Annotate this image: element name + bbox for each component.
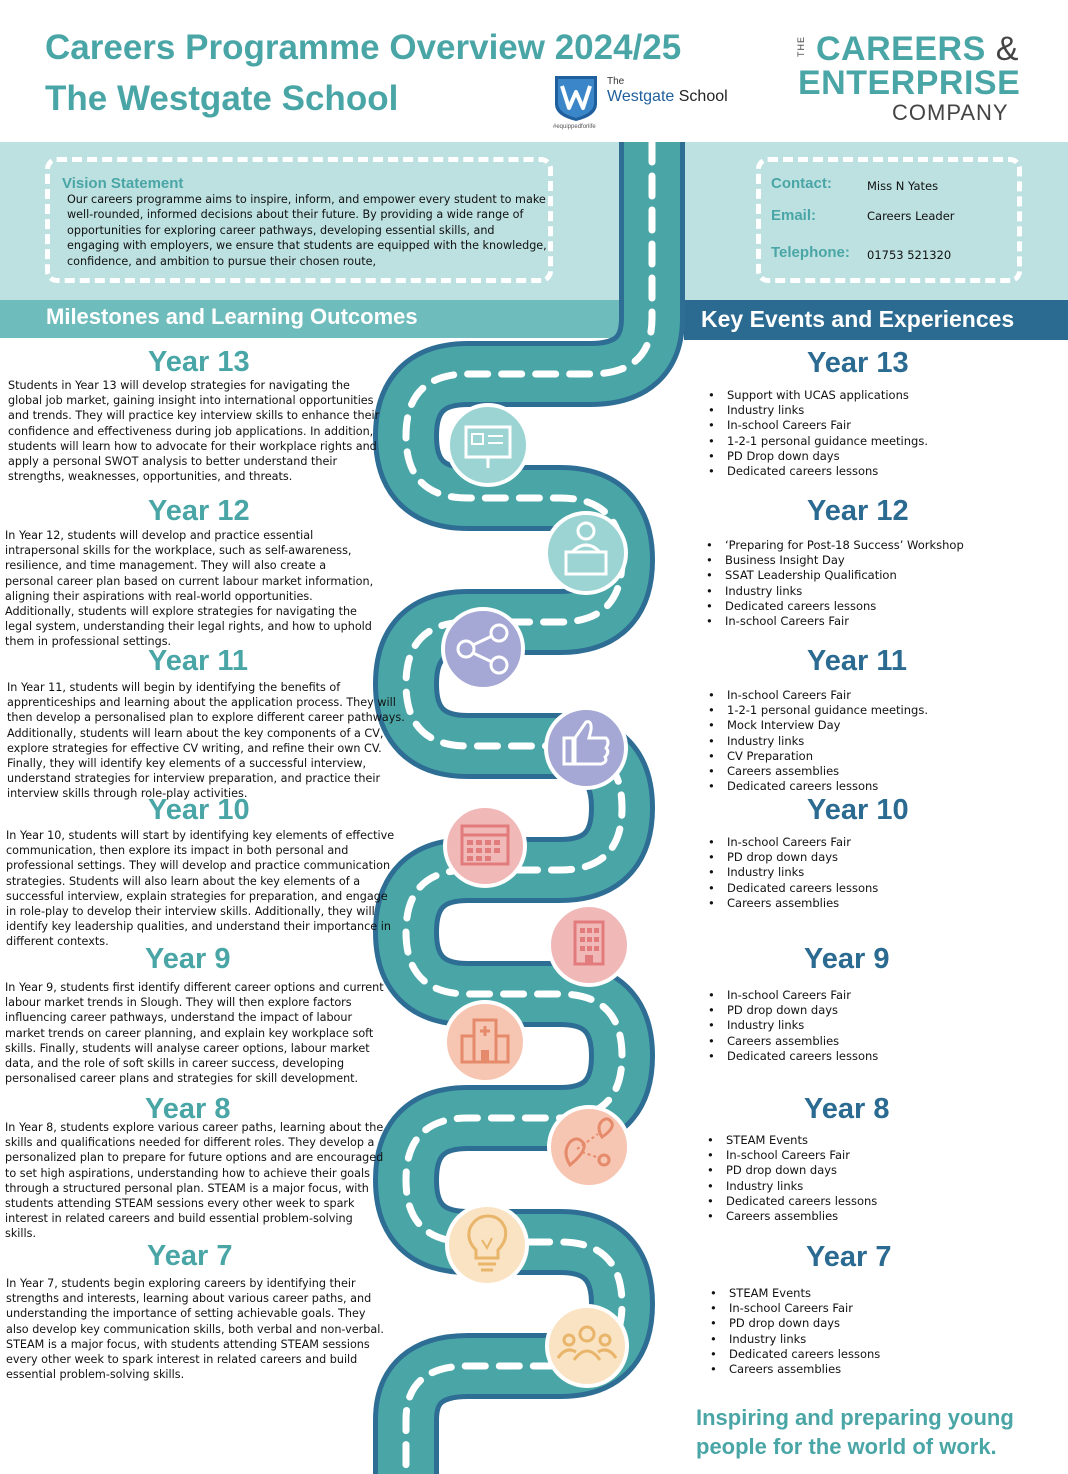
- milestone-year-13-text: Students in Year 13 will develop strategies for navigating the global job market, gaining insight into international opportunities and trends. They will practice key interview skills to enhance their confidence and effectiveness during job applications. In addition, students will learn how to advocate for their workplace rights and apply a personal SWOT analysis to better understand their strengths, weaknesses, opportunities, and threats.: [8, 379, 380, 484]
- list-item: • PD drop down days: [707, 1163, 877, 1178]
- telephone-value: 01753 521320: [867, 248, 952, 262]
- events-year-10-list: [708, 835, 878, 911]
- location-route-icon: [549, 1107, 629, 1187]
- list-item: • STEAM Events: [707, 1133, 877, 1148]
- list-item: • Dedicated careers lessons: [710, 1347, 880, 1362]
- logo-school-name: Westgate School: [607, 88, 728, 105]
- list-item: • Industry links: [708, 865, 878, 880]
- list-item: • Mock Interview Day: [708, 718, 928, 733]
- list-item: • In-school Careers Fair: [708, 835, 878, 850]
- milestone-year-11-heading: Year 11: [148, 645, 248, 677]
- list-item: • Support with UCAS applications: [708, 388, 928, 403]
- milestone-year-7-heading: Year 7: [147, 1240, 233, 1272]
- list-item: • Dedicated careers lessons: [707, 1194, 877, 1209]
- list-item: • PD drop down days: [708, 1003, 878, 1018]
- footer-tagline: Inspiring and preparing young people for the world of work.: [696, 1405, 1014, 1459]
- cec-enterprise-text: ENTERPRISE: [798, 64, 1021, 102]
- share-network-icon: [443, 609, 523, 689]
- list-item: • Dedicated careers lessons: [708, 1049, 878, 1064]
- list-item: • Industry links: [708, 1018, 878, 1033]
- list-item: • In-school Careers Fair: [708, 688, 928, 703]
- telephone-label: Telephone:: [771, 244, 850, 261]
- list-item: • Industry links: [707, 1179, 877, 1194]
- milestone-year-11-text: In Year 11, students will begin by identifying the benefits of apprenticeships and learning about the application process. They will then develop a personalised plan to explore different career pathways. Additionally, students will learn about the key components of a CV, explore strategies for effective CV writing, and refine their own CV. Finally, they will identify key elements of a successful interview, understand strategies for interview preparation, and practice their interview skills through role-play activities.: [7, 681, 405, 801]
- milestones-heading: Milestones and Learning Outcomes: [46, 304, 418, 329]
- lightbulb-icon: [447, 1205, 527, 1285]
- events-year-8-heading: Year 8: [804, 1093, 890, 1125]
- shield-logo-icon: [553, 74, 599, 122]
- email-value: Careers Leader: [867, 209, 955, 223]
- speaker-podium-icon: [546, 513, 626, 593]
- logo-hashtag: #equippedforlife: [553, 124, 596, 130]
- vision-text: Our careers programme aims to inspire, inform, and empower every student to make well-rounded, informed decisions about their future. By providing a wide range of opportunities for exploring career pathways, developing essential skills, and engaging with employers, we ensure that students are equipped with the knowledge, confidence, and ambition to pursue their chosen route,: [67, 193, 547, 268]
- list-item: • PD drop down days: [708, 850, 878, 865]
- list-item: • Industry links: [710, 1332, 880, 1347]
- list-item: • 1-2-1 personal guidance meetings.: [708, 434, 928, 449]
- list-item: • Careers assemblies: [708, 1034, 878, 1049]
- milestone-year-9-heading: Year 9: [145, 943, 231, 975]
- list-item: • Dedicated careers lessons: [708, 779, 928, 794]
- events-year-12-list: [706, 538, 964, 629]
- list-item: • Business Insight Day: [706, 553, 964, 568]
- list-item: • SSAT Leadership Qualification: [706, 568, 964, 583]
- list-item: • Careers assemblies: [710, 1362, 880, 1377]
- hospital-building-icon: [445, 1002, 525, 1082]
- vision-heading: Vision Statement: [62, 175, 184, 192]
- milestone-year-8-heading: Year 8: [145, 1093, 231, 1125]
- list-item: • Careers assemblies: [707, 1209, 877, 1224]
- list-item: • Careers assemblies: [708, 764, 928, 779]
- events-year-9-heading: Year 9: [804, 943, 890, 975]
- milestone-year-13-heading: Year 13: [148, 346, 250, 378]
- milestone-year-8-text: In Year 8, students explore various career paths, learning about the skills and qualifications needed for different roles. They develop a personalized plan to prepare for future options and are encouraged to set high aspirations, understanding how to achieve their goals through a structured personal plan. STEAM is a major focus, with students attending STEAM sessions every other week to spark interest in related careers and build essential problem-solving skills.: [5, 1121, 384, 1241]
- events-year-8-list: [707, 1133, 877, 1224]
- list-item: • ‘Preparing for Post-18 Success’ Workshop: [706, 538, 964, 553]
- list-item: • STEAM Events: [710, 1286, 880, 1301]
- office-building-icon: [549, 905, 629, 985]
- milestone-year-12-text: In Year 12, students will develop and practice essential intrapersonal skills for the workplace, such as self-awareness, resilience, and time management. They will also create a personal career plan based on current labour market information, aligning their aspirations with real-world opportunities. Additionally, students will explore strategies for navigating the legal system, understanding their legal rights, and how to uphold them in professional settings.: [5, 529, 374, 649]
- list-item: • Dedicated careers lessons: [708, 464, 928, 479]
- events-year-11-list: [708, 688, 928, 794]
- careers-enterprise-company-logo: [796, 30, 1021, 125]
- page-title: Careers Programme Overview 2024/25: [45, 28, 682, 67]
- list-item: • Dedicated careers lessons: [708, 881, 878, 896]
- list-item: • Industry links: [708, 734, 928, 749]
- westgate-school-logo: [553, 74, 743, 136]
- list-item: • CV Preparation: [708, 749, 928, 764]
- group-people-icon: [547, 1306, 627, 1386]
- thumbs-up-icon: [546, 708, 626, 788]
- list-item: • In-school Careers Fair: [706, 614, 964, 629]
- contact-label: Contact:: [771, 175, 832, 192]
- contact-value: Miss N Yates: [867, 179, 939, 193]
- list-item: • Careers assemblies: [708, 896, 878, 911]
- list-item: • In-school Careers Fair: [710, 1301, 880, 1316]
- events-year-7-list: [710, 1286, 880, 1377]
- list-item: • PD drop down days: [710, 1316, 880, 1331]
- cec-careers-text: CAREERS &: [816, 30, 1019, 68]
- cec-company-text: COMPANY: [892, 100, 1009, 125]
- cec-the-text: THE: [796, 36, 806, 57]
- milestone-year-12-heading: Year 12: [148, 495, 250, 527]
- events-year-10-heading: Year 10: [807, 794, 909, 826]
- list-item: • In-school Careers Fair: [708, 988, 878, 1003]
- events-year-13-heading: Year 13: [807, 347, 909, 379]
- list-item: • Industry links: [706, 584, 964, 599]
- list-item: • Industry links: [708, 403, 928, 418]
- milestone-year-10-text: In Year 10, students will start by identifying key elements of effective communication, then explore its impact in both personal and professional settings. They will develop and practice communication strategies. Students will also learn about the key elements of a successful interview, explain strategies for preparation, and engage in role-play to develop their interview skills. Additionally, they will identify key leadership qualities, and understand their importance in different contexts.: [6, 829, 395, 949]
- events-year-13-list: [708, 388, 928, 479]
- events-year-7-heading: Year 7: [806, 1241, 892, 1273]
- list-item: • PD Drop down days: [708, 449, 928, 464]
- presentation-board-icon: [448, 405, 528, 485]
- list-item: • 1-2-1 personal guidance meetings.: [708, 703, 928, 718]
- email-label: Email:: [771, 207, 817, 224]
- list-item: • Dedicated careers lessons: [706, 599, 964, 614]
- events-year-11-heading: Year 11: [807, 645, 907, 677]
- milestone-year-7-text: In Year 7, students begin exploring careers by identifying their strengths and interests, learning about various career paths, and understanding the importance of setting achievable goals. They also develop key communication skills, both verbal and non-verbal. STEAM is a major focus, with students attending STEAM sessions every other week to spark interest in related careers and build essential problem-solving skills.: [6, 1277, 384, 1382]
- milestone-year-9-text: In Year 9, students first identify different career options and current labour market trends in Slough. They will then explore factors influencing career pathways, understand the impact of labour market trends on career planning, and explain key workplace soft skills. Finally, students will analyse career options, labour market data, and the role of soft skills in career success, developing personalised career plans and strategies for skill development.: [5, 981, 384, 1086]
- milestone-year-10-heading: Year 10: [148, 794, 250, 826]
- events-heading: Key Events and Experiences: [701, 306, 1015, 332]
- school-title: The Westgate School: [45, 79, 399, 118]
- logo-the-text: The: [607, 76, 625, 87]
- list-item: • In-school Careers Fair: [708, 418, 928, 433]
- events-year-12-heading: Year 12: [807, 495, 909, 527]
- list-item: • In-school Careers Fair: [707, 1148, 877, 1163]
- calendar-icon: [445, 806, 525, 886]
- events-year-9-list: [708, 988, 878, 1064]
